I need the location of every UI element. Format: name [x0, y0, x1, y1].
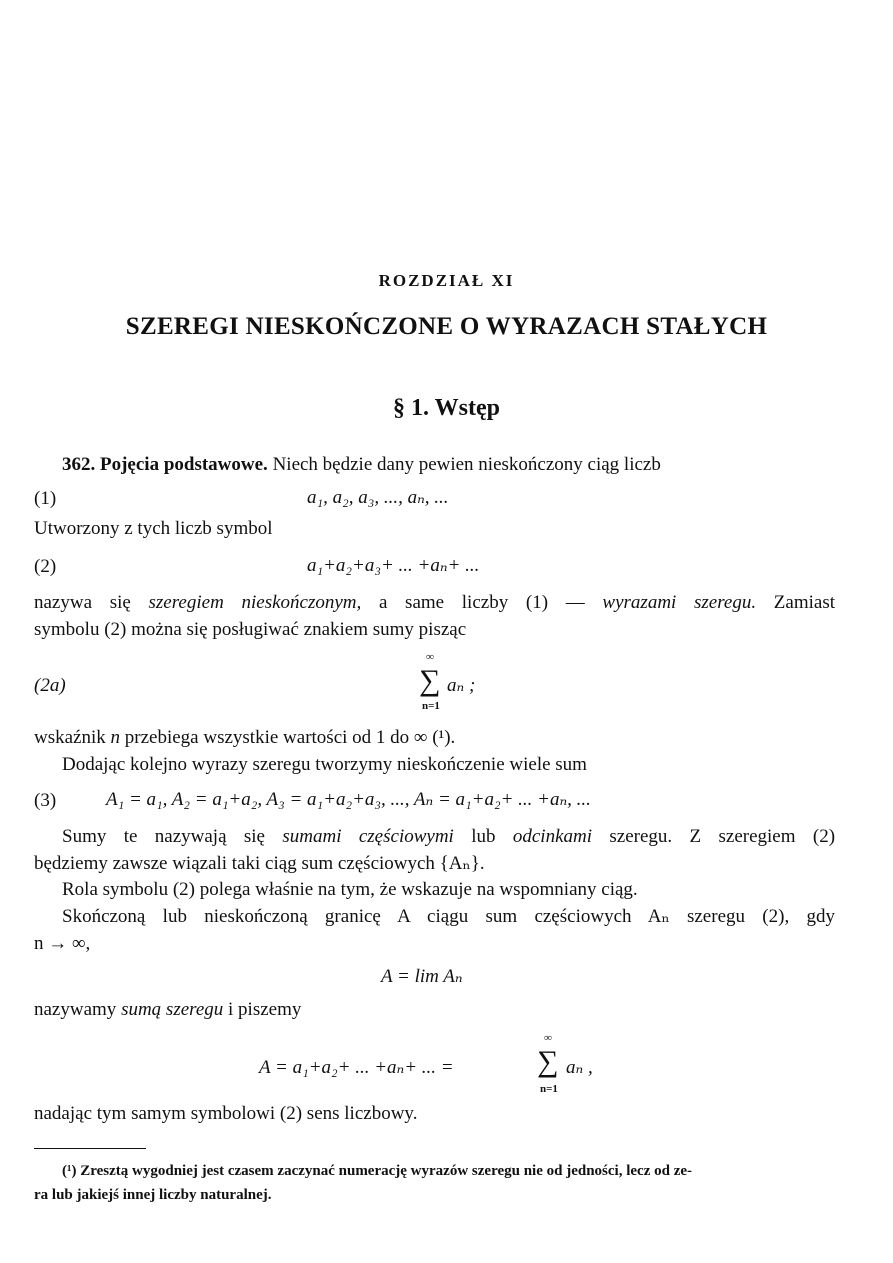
equation-1: a₁, a₂, a₃, ..., aₙ, ... — [307, 487, 449, 508]
footnote-line-1: (¹) Zresztą wygodniej jest czasem zaczynać numerację wyrazów szeregu nie od jedności, lecz od ze- — [62, 1163, 693, 1179]
text-line-bedziemy: będziemy zawsze wiązali taki ciąg sum częściowych {Aₙ}. — [34, 853, 485, 874]
sum-lower-limit-2: n=1 — [540, 1083, 558, 1095]
equation-limit: A = lim Aₙ — [381, 966, 463, 987]
sum-upper-limit-2: ∞ — [544, 1032, 552, 1044]
text-line-sumy — [62, 824, 835, 850]
variable-n: n — [110, 727, 121, 748]
equation-label-3: (3) — [34, 790, 57, 811]
text-span: wskaźnik — [34, 727, 106, 748]
text-line-utworzony: Utworzony z tych liczb symbol — [34, 518, 273, 539]
footnote-line-2: ra lub jakiejś innej liczby naturalnej. — [34, 1187, 272, 1203]
text-line-wskaznik — [34, 725, 455, 751]
chapter-title: SZEREGI NIESKOŃCZONE O WYRAZACH STAŁYCH — [125, 313, 768, 340]
paragraph-number: 362. — [62, 454, 96, 475]
text-span: Zamiast — [773, 592, 835, 613]
text-line-dodajac: Dodając kolejno wyrazy szeregu tworzymy nieskończenie wiele sum — [62, 754, 587, 775]
text-line-nadajac: nadając tym samym symbolowi (2) sens liczbowy. — [34, 1103, 418, 1124]
sum-lower-limit: n=1 — [422, 700, 440, 712]
text-span: Sumy te nazywają się — [62, 826, 265, 847]
text-line-rola: Rola symbolu (2) polega właśnie na tym, że wskazuje na wspomniany ciąg. — [62, 879, 638, 900]
text-line-n-to-infinity: n → ∞, — [34, 933, 91, 954]
equation-label-2a: (2a) — [34, 675, 66, 696]
text-span: a same liczby (1) — — [378, 592, 585, 613]
text-span: i piszemy — [228, 999, 302, 1020]
text-line-symbolu: symbolu (2) można się posługiwać znakiem sumy pisząc — [34, 619, 467, 640]
text-span: przebiega wszystkie wartości od 1 do ∞ (¹). — [124, 727, 456, 748]
term-odcinki: odcinkami — [512, 826, 593, 847]
term-suma-szeregu: sumą szeregu — [121, 999, 224, 1020]
text-line-skonczona: Skończoną lub nieskończoną granicę A ciągu sum częściowych Aₙ szeregu (2), gdy — [62, 906, 835, 927]
section-title: § 1. Wstęp — [393, 395, 500, 421]
sum-term: aₙ ; — [447, 675, 476, 696]
term-sumy-czesciowe: sumami częściowymi — [282, 826, 454, 847]
footnote-divider — [34, 1148, 146, 1149]
equation-sum-left: A = a₁+a₂+ ... +aₙ+ ... = — [259, 1057, 454, 1078]
equation-label-2: (2) — [34, 556, 57, 577]
paragraph-heading: Pojęcia podstawowe. — [100, 454, 268, 475]
paragraph-text: Niech będzie dany pewien nieskończony ciąg liczb — [272, 454, 661, 475]
sum-term-2: aₙ , — [566, 1057, 593, 1078]
term-wyrazy-szeregu: wyrazami szeregu. — [602, 592, 757, 613]
chapter-label: ROZDZIAŁ XI — [378, 271, 515, 290]
sigma-symbol-2: ∑ — [537, 1045, 559, 1078]
equation-3: A₁ = a₁, A₂ = a₁+a₂, A₃ = a₁+a₂+a₃, ..., Aₙ = a₁+a₂+ ... +aₙ, ... — [106, 789, 591, 810]
paragraph-362 — [62, 452, 661, 478]
text-span: lub — [471, 826, 496, 847]
text-span: nazywamy — [34, 999, 117, 1020]
term-szereg-nieskonczony: szeregiem nieskończonym, — [148, 592, 362, 613]
equation-label-1: (1) — [34, 488, 57, 509]
text-line-nazywa — [34, 590, 835, 616]
text-span: szeregu. Z szeregiem (2) — [609, 826, 836, 847]
text-line-nazywamy — [34, 997, 301, 1023]
equation-2: a₁+a₂+a₃+ ... +aₙ+ ... — [307, 555, 480, 576]
sigma-symbol: ∑ — [419, 664, 441, 697]
text-span: nazywa się — [34, 592, 131, 613]
sum-upper-limit: ∞ — [426, 651, 434, 663]
